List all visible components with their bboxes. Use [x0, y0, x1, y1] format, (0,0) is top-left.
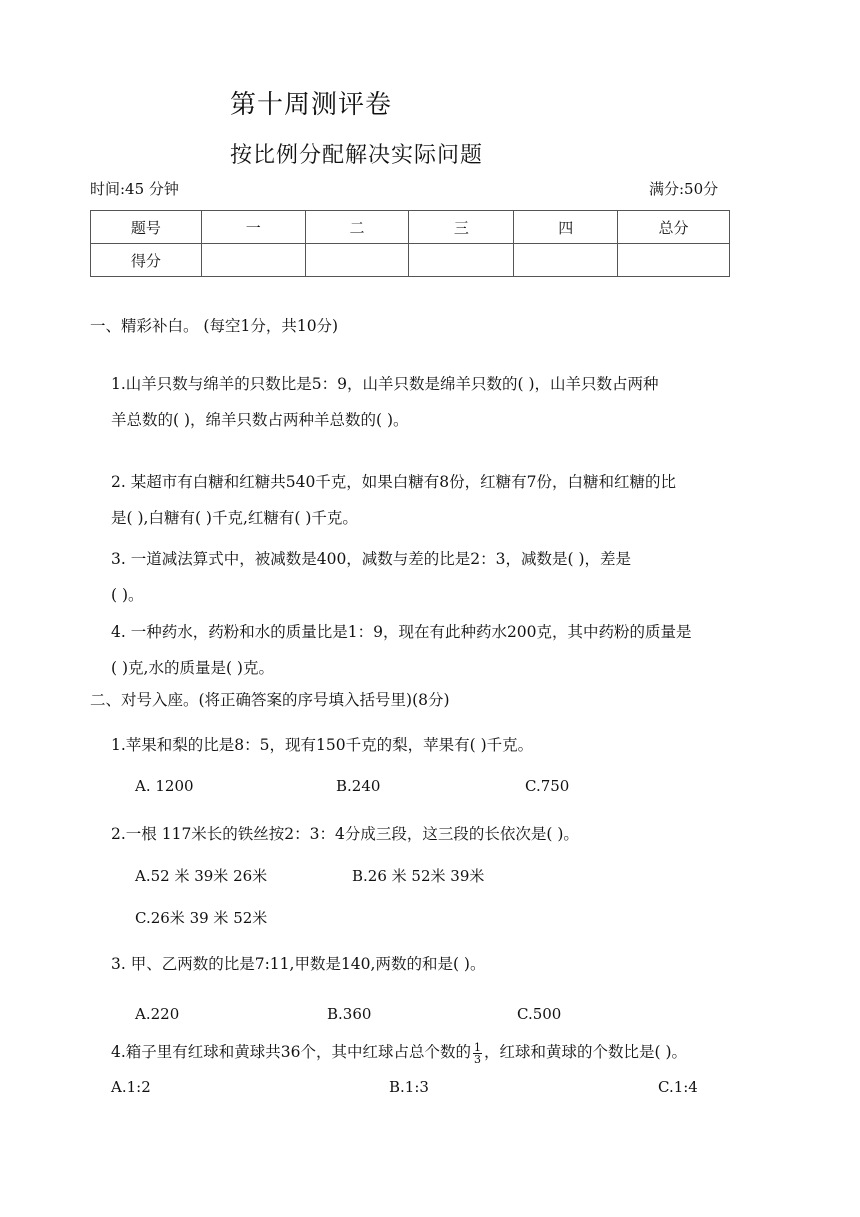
- table-row: [91, 244, 730, 277]
- table-cell: 得分: [91, 244, 202, 277]
- question-text: 羊总数的( )，绵羊只数占两种羊总数的( )。: [111, 411, 409, 429]
- table-cell: 三: [409, 211, 514, 244]
- table-cell: 四: [514, 211, 618, 244]
- option-a[interactable]: A.1:2: [111, 1078, 151, 1096]
- score-table: [90, 210, 730, 277]
- section-heading: 一、精彩补白。 (每空1分，共10分): [90, 317, 339, 335]
- page-subtitle: 按比例分配解决实际问题: [230, 143, 484, 168]
- table-row: [91, 211, 730, 244]
- option-b[interactable]: B.26 米 52米 39米: [352, 867, 485, 885]
- option-c[interactable]: C.750: [525, 777, 570, 795]
- question-text: 3. 一道减法算式中，被减数是400，减数与差的比是2：3，减数是( )，差是: [111, 550, 632, 568]
- question-text: 2.一根 117米长的铁丝按2：3：4分成三段，这三段的长依次是( )。: [111, 825, 579, 843]
- option-b[interactable]: B.240: [336, 777, 381, 795]
- option-a[interactable]: A.52 米 39米 26米: [135, 867, 268, 885]
- fraction-numerator: 1: [474, 1040, 482, 1054]
- question-text: ( )。: [111, 586, 144, 604]
- option-c[interactable]: C.1:4: [658, 1078, 698, 1096]
- option-c[interactable]: C.26米 39 米 52米: [135, 909, 268, 927]
- question-text: 3. 甲、乙两数的比是7:11,甲数是140,两数的和是( )。: [111, 955, 486, 973]
- score-input-cell[interactable]: [409, 244, 514, 277]
- option-a[interactable]: A. 1200: [135, 777, 194, 795]
- table-cell: 题号: [91, 211, 202, 244]
- question-text: 是( ),白糖有( )千克,红糖有( )千克。: [111, 509, 358, 527]
- full-score: 满分:50分: [649, 180, 719, 198]
- question-text-start: 4.箱子里有红球和黄球共36个，其中红球占总个数的: [111, 1043, 472, 1061]
- question-text: 4. 一种药水，药粉和水的质量比是1：9，现在有此种药水200克，其中药粉的质量是: [111, 623, 692, 641]
- question-text: 1.苹果和梨的比是8：5，现有150千克的梨，苹果有( )千克。: [111, 736, 534, 754]
- table-cell: 总分: [618, 211, 730, 244]
- option-b[interactable]: B.360: [327, 1005, 372, 1023]
- question-text-end: ，红球和黄球的个数比是( )。: [484, 1043, 688, 1061]
- question-text: [111, 1040, 687, 1065]
- table-cell: 一: [201, 211, 305, 244]
- option-c[interactable]: C.500: [517, 1005, 562, 1023]
- question-text: 1.山羊只数与绵羊的只数比是5：9，山羊只数是绵羊只数的( )，山羊只数占两种: [111, 375, 659, 393]
- score-input-cell[interactable]: [618, 244, 730, 277]
- question-text: ( )克,水的质量是( )克。: [111, 659, 274, 677]
- fraction: [473, 1042, 482, 1065]
- score-input-cell[interactable]: [514, 244, 618, 277]
- exam-time: 时间:45 分钟: [90, 180, 179, 198]
- page-title: 第十周测评卷: [230, 90, 393, 120]
- question-text: 2. 某超市有白糖和红糖共540千克，如果白糖有8份，红糖有7份，白糖和红糖的比: [111, 473, 677, 491]
- fraction-denominator: 3: [474, 1052, 482, 1066]
- score-input-cell[interactable]: [201, 244, 305, 277]
- section-heading: 二、对号入座。(将正确答案的序号填入括号里)(8分): [90, 691, 450, 709]
- option-b[interactable]: B.1:3: [389, 1078, 429, 1096]
- option-a[interactable]: A.220: [135, 1005, 180, 1023]
- score-input-cell[interactable]: [305, 244, 409, 277]
- table-cell: 二: [305, 211, 409, 244]
